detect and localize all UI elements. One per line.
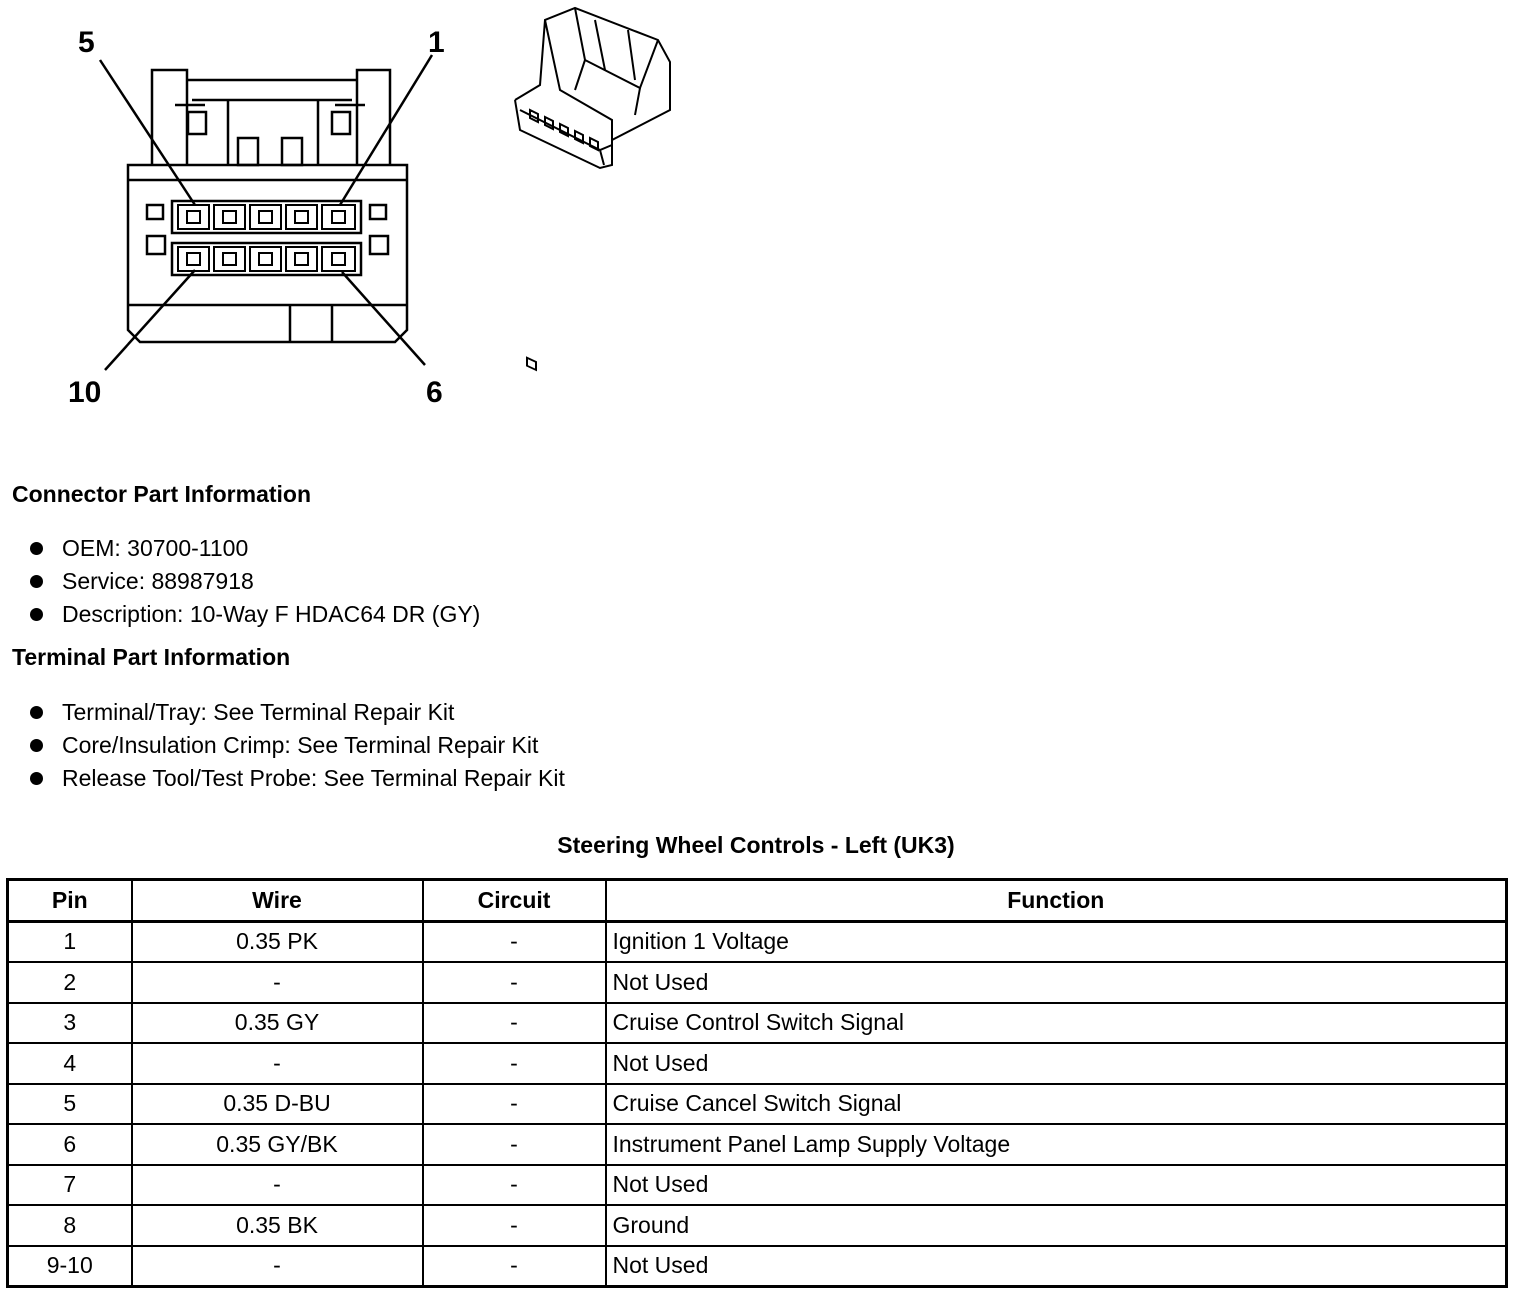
list-item bbox=[30, 729, 565, 762]
table-row bbox=[8, 1084, 1507, 1125]
table-row bbox=[8, 1003, 1507, 1044]
cell-pin: 6 bbox=[8, 1124, 132, 1165]
list-item bbox=[30, 565, 480, 598]
pin-label-10: 10 bbox=[68, 376, 102, 409]
table-row bbox=[8, 1124, 1507, 1165]
connector-info-heading: Connector Part Information bbox=[12, 481, 312, 507]
cell-function: Not Used bbox=[606, 962, 1507, 1003]
list-item bbox=[30, 532, 480, 565]
cell-circuit: - bbox=[423, 1246, 606, 1287]
cell-wire: 0.35 BK bbox=[132, 1205, 423, 1246]
column-header-pin: Pin bbox=[8, 880, 132, 922]
cell-function: Cruise Control Switch Signal bbox=[606, 1003, 1507, 1044]
terminal-info-heading: Terminal Part Information bbox=[12, 644, 291, 670]
connector-info-list bbox=[30, 532, 480, 631]
list-item-text: Core/Insulation Crimp: See Terminal Repair Kit bbox=[62, 732, 539, 758]
table-title: Steering Wheel Controls - Left (UK3) bbox=[557, 832, 955, 858]
table-row bbox=[8, 1246, 1507, 1287]
cell-circuit: - bbox=[423, 1165, 606, 1206]
cell-wire: - bbox=[132, 1043, 423, 1084]
table-row bbox=[8, 921, 1507, 962]
terminal-info-list bbox=[30, 696, 565, 795]
list-item-text: OEM: 30700-1100 bbox=[62, 535, 249, 561]
bullet-icon bbox=[30, 542, 43, 555]
cell-wire: - bbox=[132, 1165, 423, 1206]
cell-function: Not Used bbox=[606, 1246, 1507, 1287]
cell-circuit: - bbox=[423, 1003, 606, 1044]
table-row bbox=[8, 1043, 1507, 1084]
table-row bbox=[8, 1205, 1507, 1246]
cell-circuit: - bbox=[423, 962, 606, 1003]
list-item bbox=[30, 762, 565, 795]
cell-circuit: - bbox=[423, 921, 606, 962]
cell-wire: 0.35 GY bbox=[132, 1003, 423, 1044]
pin-label-6: 6 bbox=[426, 376, 443, 409]
cell-wire: 0.35 D-BU bbox=[132, 1084, 423, 1125]
column-header-circuit: Circuit bbox=[423, 880, 606, 922]
cell-pin: 9-10 bbox=[8, 1246, 132, 1287]
pin-leader-lines bbox=[100, 55, 432, 370]
table-header-row bbox=[8, 880, 1507, 922]
cell-wire: - bbox=[132, 962, 423, 1003]
list-item-text: Release Tool/Test Probe: See Terminal Repair Kit bbox=[62, 765, 565, 791]
cell-pin: 1 bbox=[8, 921, 132, 962]
cell-circuit: - bbox=[423, 1205, 606, 1246]
table-row bbox=[8, 962, 1507, 1003]
list-item-text: Service: 88987918 bbox=[62, 568, 254, 594]
cavity-row-top bbox=[178, 205, 355, 229]
pinout-table bbox=[6, 878, 1508, 1288]
bullet-icon bbox=[30, 772, 43, 785]
cavity-row-bottom bbox=[178, 247, 355, 271]
cell-circuit: - bbox=[423, 1043, 606, 1084]
cell-function: Not Used bbox=[606, 1043, 1507, 1084]
cell-pin: 7 bbox=[8, 1165, 132, 1206]
list-item-text: Description: 10-Way F HDAC64 DR (GY) bbox=[62, 601, 481, 627]
bullet-icon bbox=[30, 739, 43, 752]
list-item-text: Terminal/Tray: See Terminal Repair Kit bbox=[62, 699, 455, 725]
bullet-icon bbox=[30, 575, 43, 588]
cell-function: Not Used bbox=[606, 1165, 1507, 1206]
cell-function: Cruise Cancel Switch Signal bbox=[606, 1084, 1507, 1125]
cell-circuit: - bbox=[423, 1084, 606, 1125]
cell-wire: 0.35 PK bbox=[132, 921, 423, 962]
pin-label-5: 5 bbox=[78, 26, 95, 59]
column-header-function: Function bbox=[606, 880, 1507, 922]
cell-pin: 3 bbox=[8, 1003, 132, 1044]
cell-function: Ground bbox=[606, 1205, 1507, 1246]
pin-label-1: 1 bbox=[428, 26, 445, 59]
cell-function: Ignition 1 Voltage bbox=[606, 921, 1507, 962]
list-item bbox=[30, 598, 480, 631]
bullet-icon bbox=[30, 706, 43, 719]
cell-pin: 5 bbox=[8, 1084, 132, 1125]
cell-pin: 2 bbox=[8, 962, 132, 1003]
cell-pin: 8 bbox=[8, 1205, 132, 1246]
connector-diagram bbox=[0, 0, 700, 430]
cell-pin: 4 bbox=[8, 1043, 132, 1084]
bullet-icon bbox=[30, 608, 43, 621]
connector-isometric-drawing bbox=[515, 8, 670, 370]
cell-circuit: - bbox=[423, 1124, 606, 1165]
column-header-wire: Wire bbox=[132, 880, 423, 922]
cell-wire: - bbox=[132, 1246, 423, 1287]
table-row bbox=[8, 1165, 1507, 1206]
cell-function: Instrument Panel Lamp Supply Voltage bbox=[606, 1124, 1507, 1165]
list-item bbox=[30, 696, 565, 729]
cell-wire: 0.35 GY/BK bbox=[132, 1124, 423, 1165]
